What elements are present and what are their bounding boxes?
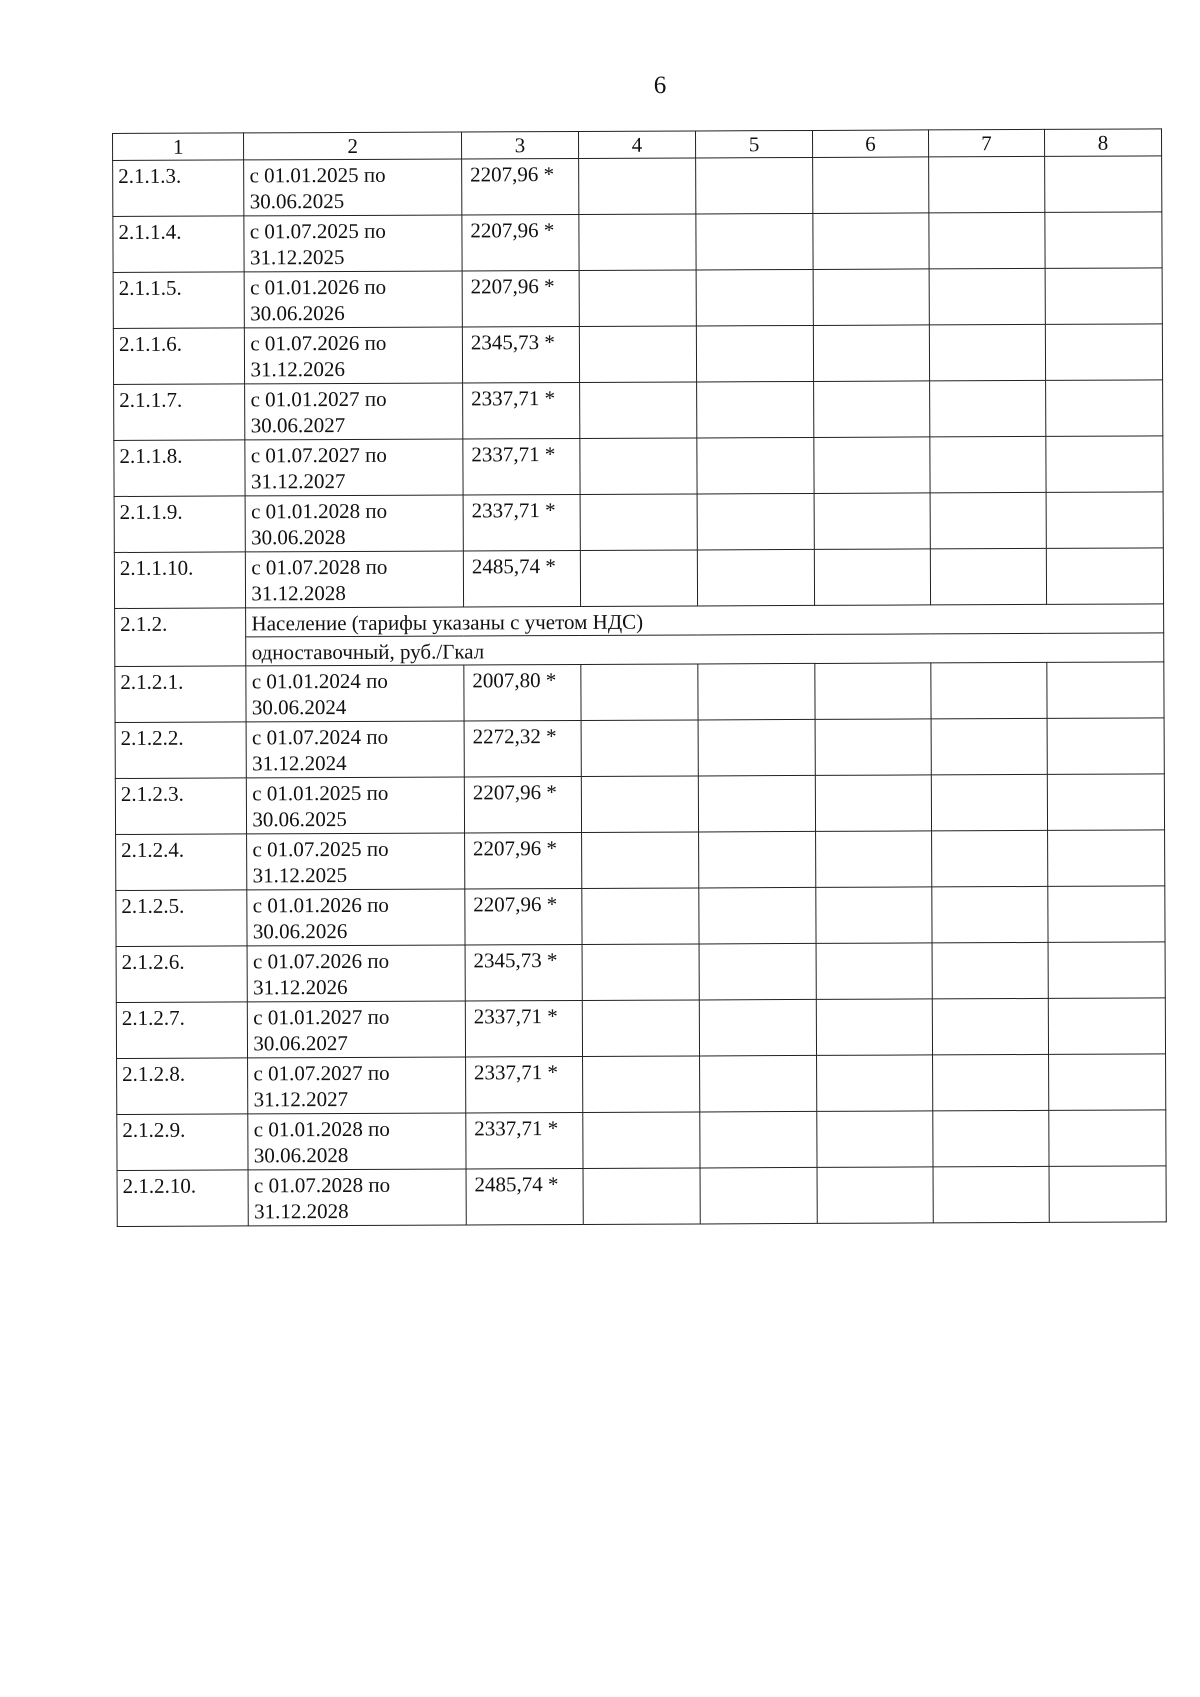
empty-cell bbox=[1047, 774, 1164, 831]
price-cell: 2207,96 * bbox=[462, 158, 579, 215]
empty-cell bbox=[930, 548, 1046, 605]
row-number: 2.1.1.7. bbox=[114, 384, 246, 441]
period-cell: с 01.07.2026 по 31.12.2026 bbox=[247, 945, 465, 1002]
empty-cell bbox=[929, 324, 1045, 381]
empty-cell bbox=[581, 720, 698, 777]
empty-cell bbox=[816, 831, 932, 888]
table-row bbox=[113, 156, 1162, 217]
empty-cell bbox=[700, 1111, 817, 1168]
empty-cell bbox=[699, 831, 816, 888]
period-cell: с 01.07.2025 по 31.12.2025 bbox=[244, 215, 462, 272]
price-cell: 2337,71 * bbox=[465, 1056, 582, 1113]
empty-cell bbox=[930, 380, 1046, 437]
price-cell: 2207,96 * bbox=[464, 776, 581, 833]
empty-cell bbox=[814, 493, 930, 550]
column-header: 2 bbox=[244, 132, 462, 160]
empty-cell bbox=[932, 942, 1048, 999]
row-number: 2.1.2.6. bbox=[116, 946, 248, 1003]
table-row bbox=[113, 212, 1162, 273]
empty-cell bbox=[698, 775, 815, 832]
empty-cell bbox=[696, 157, 813, 214]
empty-cell bbox=[813, 157, 929, 214]
empty-cell bbox=[579, 270, 696, 327]
empty-cell bbox=[1046, 436, 1163, 493]
empty-cell bbox=[932, 1054, 1048, 1111]
period-cell: с 01.07.2027 по 31.12.2027 bbox=[245, 439, 463, 496]
empty-cell bbox=[930, 492, 1046, 549]
empty-cell bbox=[580, 550, 697, 607]
empty-cell bbox=[698, 663, 815, 720]
table-row bbox=[117, 1110, 1166, 1171]
column-header: 3 bbox=[461, 131, 578, 159]
table-row bbox=[114, 492, 1163, 553]
column-header: 7 bbox=[928, 129, 1044, 157]
row-number: 2.1.2.10. bbox=[117, 1170, 249, 1227]
empty-cell bbox=[1047, 662, 1164, 719]
row-number: 2.1.2.9. bbox=[117, 1114, 249, 1171]
empty-cell bbox=[699, 999, 816, 1056]
empty-cell bbox=[932, 998, 1048, 1055]
empty-cell bbox=[1045, 324, 1162, 381]
empty-cell bbox=[1045, 380, 1162, 437]
empty-cell bbox=[929, 156, 1045, 213]
empty-cell bbox=[1047, 830, 1164, 887]
empty-cell bbox=[696, 325, 813, 382]
empty-cell bbox=[814, 437, 930, 494]
row-number: 2.1.1.8. bbox=[114, 440, 246, 497]
empty-cell bbox=[816, 999, 932, 1056]
empty-cell bbox=[696, 269, 813, 326]
price-cell: 2272,32 * bbox=[464, 720, 581, 777]
tariff-table bbox=[112, 128, 1167, 1227]
empty-cell bbox=[1047, 718, 1164, 775]
empty-cell bbox=[929, 268, 1045, 325]
period-cell: с 01.01.2027 по 30.06.2027 bbox=[245, 383, 463, 440]
table-row bbox=[115, 774, 1164, 835]
empty-cell bbox=[696, 213, 813, 270]
empty-cell bbox=[931, 718, 1047, 775]
column-header: 1 bbox=[113, 133, 245, 161]
empty-cell bbox=[932, 886, 1048, 943]
period-cell: с 01.01.2025 по 30.06.2025 bbox=[244, 159, 462, 216]
empty-cell bbox=[1048, 942, 1165, 999]
empty-cell bbox=[814, 381, 930, 438]
empty-cell bbox=[813, 325, 929, 382]
empty-cell bbox=[1048, 998, 1165, 1055]
table-row bbox=[113, 268, 1162, 329]
empty-cell bbox=[1046, 492, 1163, 549]
section-title: Население (тарифы указаны с учетом НДС) bbox=[246, 604, 1164, 637]
empty-cell bbox=[699, 943, 816, 1000]
empty-cell bbox=[1049, 1166, 1166, 1223]
period-cell: с 01.07.2025 по 31.12.2025 bbox=[247, 833, 465, 890]
price-cell: 2337,71 * bbox=[466, 1112, 583, 1169]
period-cell: с 01.07.2028 по 31.12.2028 bbox=[248, 1169, 466, 1226]
column-header: 6 bbox=[812, 130, 928, 158]
table-row bbox=[117, 1166, 1166, 1227]
table-row bbox=[116, 830, 1165, 891]
row-number: 2.1.1.4. bbox=[113, 216, 245, 273]
row-number: 2.1.1.9. bbox=[114, 496, 246, 553]
empty-cell bbox=[1048, 886, 1165, 943]
row-number: 2.1.2.4. bbox=[116, 834, 248, 891]
empty-cell bbox=[930, 436, 1046, 493]
price-cell: 2337,71 * bbox=[463, 382, 580, 439]
price-cell: 2337,71 * bbox=[465, 1000, 582, 1057]
empty-cell bbox=[581, 664, 698, 721]
empty-cell bbox=[579, 158, 696, 215]
period-cell: с 01.01.2026 по 30.06.2026 bbox=[244, 271, 462, 328]
table-row bbox=[117, 1054, 1166, 1115]
empty-cell bbox=[582, 944, 699, 1001]
price-cell: 2207,96 * bbox=[462, 270, 579, 327]
price-cell: 2207,96 * bbox=[465, 888, 582, 945]
period-cell: с 01.01.2028 по 30.06.2028 bbox=[248, 1113, 466, 1170]
row-number: 2.1.1.3. bbox=[113, 160, 245, 217]
empty-cell bbox=[815, 663, 931, 720]
table-row bbox=[116, 998, 1165, 1059]
table-row bbox=[115, 662, 1164, 723]
row-number: 2.1.2.1. bbox=[115, 666, 247, 723]
empty-cell bbox=[1044, 156, 1161, 213]
empty-cell bbox=[697, 549, 814, 606]
empty-cell bbox=[580, 494, 697, 551]
empty-cell bbox=[1045, 212, 1162, 269]
empty-cell bbox=[1046, 548, 1163, 605]
row-number: 2.1.2.7. bbox=[116, 1002, 248, 1059]
period-cell: с 01.07.2028 по 31.12.2028 bbox=[246, 551, 464, 608]
empty-cell bbox=[580, 382, 697, 439]
empty-cell bbox=[583, 1112, 700, 1169]
empty-cell bbox=[698, 719, 815, 776]
price-cell: 2337,71 * bbox=[463, 438, 580, 495]
price-cell: 2207,96 * bbox=[464, 832, 581, 889]
column-header: 4 bbox=[578, 131, 695, 159]
row-number: 2.1.2.2. bbox=[115, 722, 247, 779]
period-cell: с 01.01.2024 по 30.06.2024 bbox=[246, 665, 464, 722]
empty-cell bbox=[933, 1110, 1049, 1167]
price-cell: 2485,74 * bbox=[466, 1168, 583, 1225]
row-number: 2.1.1.5. bbox=[113, 272, 245, 329]
empty-cell bbox=[816, 887, 932, 944]
table-row bbox=[114, 380, 1163, 441]
empty-cell bbox=[817, 1111, 933, 1168]
empty-cell bbox=[581, 832, 698, 889]
empty-cell bbox=[1049, 1110, 1166, 1167]
empty-cell bbox=[582, 1000, 699, 1057]
empty-cell bbox=[817, 1167, 933, 1224]
price-cell: 2007,80 * bbox=[464, 664, 581, 721]
empty-cell bbox=[697, 493, 814, 550]
empty-cell bbox=[581, 776, 698, 833]
empty-cell bbox=[579, 214, 696, 271]
empty-cell bbox=[1045, 268, 1162, 325]
price-cell: 2345,73 * bbox=[465, 944, 582, 1001]
empty-cell bbox=[700, 1055, 817, 1112]
empty-cell bbox=[931, 774, 1047, 831]
period-cell: с 01.07.2026 по 31.12.2026 bbox=[245, 327, 463, 384]
empty-cell bbox=[931, 830, 1047, 887]
empty-cell bbox=[815, 719, 931, 776]
empty-cell bbox=[1048, 1054, 1165, 1111]
period-cell: с 01.07.2027 по 31.12.2027 bbox=[248, 1057, 466, 1114]
price-cell: 2207,96 * bbox=[462, 214, 579, 271]
period-cell: с 01.01.2027 по 30.06.2027 bbox=[248, 1001, 466, 1058]
empty-cell bbox=[929, 212, 1045, 269]
row-number: 2.1.1.10. bbox=[114, 552, 246, 609]
empty-cell bbox=[582, 1056, 699, 1113]
period-cell: с 01.07.2024 по 31.12.2024 bbox=[246, 721, 464, 778]
table-row bbox=[114, 548, 1163, 609]
empty-cell bbox=[580, 438, 697, 495]
empty-cell bbox=[697, 437, 814, 494]
empty-cell bbox=[813, 213, 929, 270]
empty-cell bbox=[814, 549, 930, 606]
empty-cell bbox=[815, 775, 931, 832]
row-number: 2.1.2.3. bbox=[115, 778, 247, 835]
table-row bbox=[115, 718, 1164, 779]
empty-cell bbox=[579, 326, 696, 383]
row-number: 2.1.2.5. bbox=[116, 890, 248, 947]
table-row bbox=[113, 324, 1162, 385]
table-row bbox=[116, 886, 1165, 947]
period-cell: с 01.01.2025 по 30.06.2025 bbox=[247, 777, 465, 834]
table-row bbox=[116, 942, 1165, 1003]
row-number: 2.1.1.6. bbox=[113, 328, 245, 385]
empty-cell bbox=[582, 888, 699, 945]
section-row bbox=[115, 604, 1164, 638]
price-cell: 2345,73 * bbox=[462, 326, 579, 383]
empty-cell bbox=[817, 1055, 933, 1112]
section-subtitle-row bbox=[115, 633, 1164, 667]
period-cell: с 01.01.2028 по 30.06.2028 bbox=[245, 495, 463, 552]
period-cell: с 01.01.2026 по 30.06.2026 bbox=[247, 889, 465, 946]
empty-cell bbox=[813, 269, 929, 326]
empty-cell bbox=[933, 1166, 1049, 1223]
empty-cell bbox=[699, 887, 816, 944]
section-number: 2.1.2. bbox=[115, 608, 247, 667]
column-header: 8 bbox=[1044, 129, 1161, 157]
empty-cell bbox=[700, 1167, 817, 1224]
row-number: 2.1.2.8. bbox=[117, 1058, 249, 1115]
column-header: 5 bbox=[695, 130, 812, 158]
empty-cell bbox=[697, 381, 814, 438]
section-subtitle: одноставочный, руб./Гкал bbox=[246, 633, 1164, 666]
price-cell: 2337,71 * bbox=[463, 494, 580, 551]
table-row bbox=[114, 436, 1163, 497]
price-cell: 2485,74 * bbox=[463, 550, 580, 607]
empty-cell bbox=[583, 1168, 700, 1225]
empty-cell bbox=[816, 943, 932, 1000]
page-number: 6 bbox=[653, 72, 667, 99]
empty-cell bbox=[931, 662, 1047, 719]
